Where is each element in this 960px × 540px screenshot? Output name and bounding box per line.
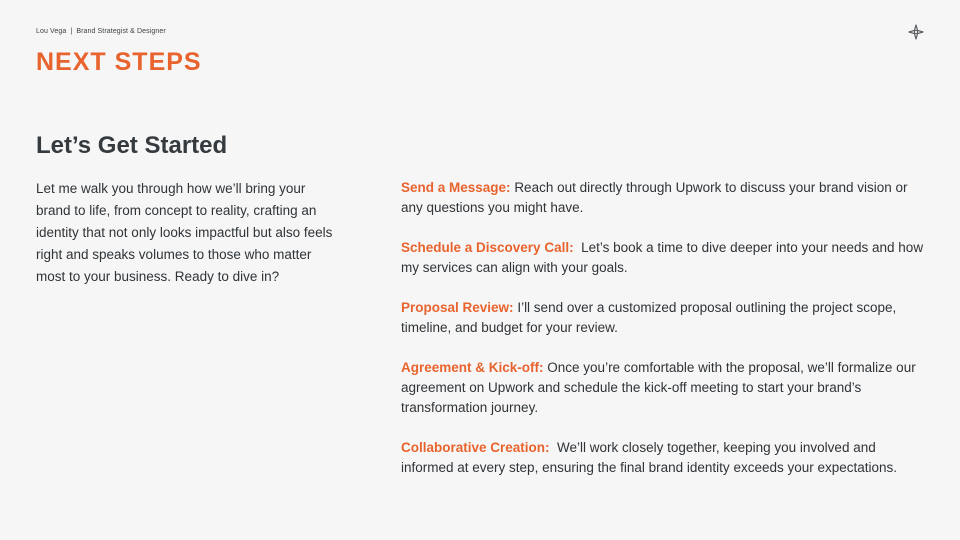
step-text: Let’s book a time to dive deeper into your needs and how my services can align with your goals. bbox=[401, 240, 924, 275]
step-item bbox=[401, 358, 931, 418]
step-item bbox=[401, 178, 931, 218]
sparkle-icon bbox=[908, 24, 924, 40]
step-label: Send a Message: bbox=[401, 180, 511, 195]
step-text: Once you’re comfortable with the proposal, we’ll formalize our agreement on Upwork and schedule the kick-off meeting to start your brand’s transformation journey. bbox=[401, 360, 916, 415]
author-role: Brand Strategist & Designer bbox=[76, 28, 166, 35]
step-label: Schedule a Discovery Call: bbox=[401, 240, 574, 255]
header-bar bbox=[36, 28, 166, 35]
step-item bbox=[401, 438, 931, 478]
step-text: We’ll work closely together, keeping you involved and informed at every step, ensuring the final brand identity exceeds your expectations. bbox=[401, 440, 898, 475]
page-heading: Let’s Get Started bbox=[36, 132, 228, 159]
author-name: Lou Vega bbox=[36, 28, 67, 35]
step-text: Reach out directly through Upwork to discuss your brand vision or any questions you might have. bbox=[401, 180, 908, 215]
step-item bbox=[401, 238, 931, 278]
intro-paragraph: Let me walk you through how we’ll bring your brand to life, from concept to reality, crafting an identity that not only looks impactful but also feels right and speaks volumes to those who matter most to your business. Ready to dive in? bbox=[36, 181, 333, 284]
section-title: NEXT STEPS bbox=[36, 48, 202, 76]
step-label: Collaborative Creation: bbox=[401, 440, 550, 455]
step-text: I’ll send over a customized proposal outlining the project scope, timeline, and budget for your review. bbox=[401, 300, 897, 335]
step-label: Proposal Review: bbox=[401, 300, 514, 315]
header-separator: | bbox=[70, 28, 73, 35]
steps-list bbox=[401, 178, 931, 498]
step-item bbox=[401, 298, 931, 338]
step-label: Agreement & Kick-off: bbox=[401, 360, 544, 375]
